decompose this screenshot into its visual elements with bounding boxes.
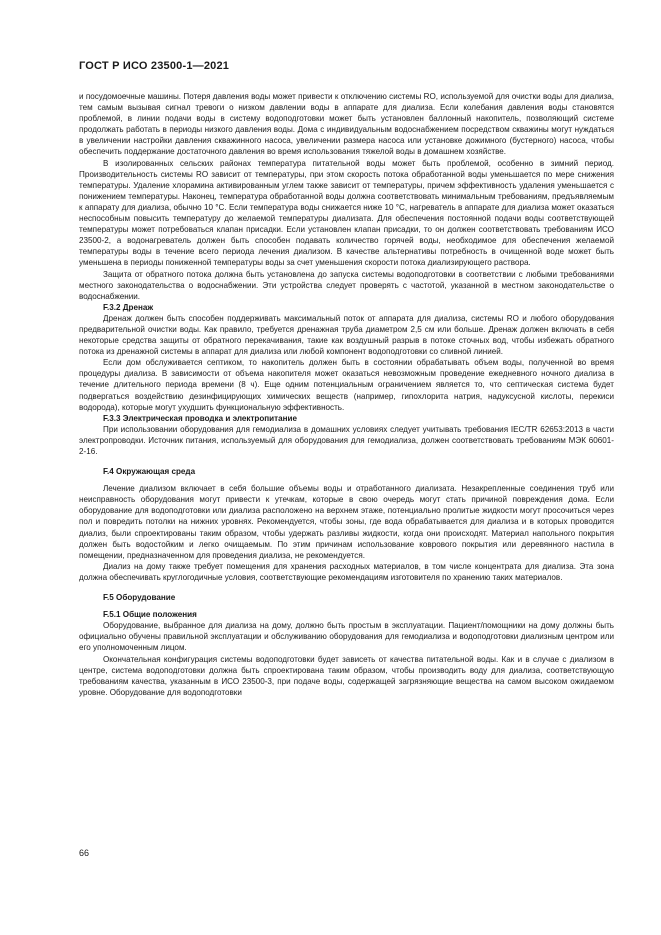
- paragraph: Окончательная конфигурация системы водоподготовки будет зависеть от качества питательной воды. Как и в случае с диализом в центре, система водоподготовки должна быть спроектирована таким образом, чтобы производить воду для диализа, соответствующую требованиям качества, указанным в ИСО 23500-3, при подаче воды, содержащей загрязняющие вещества на самом высоком ожидаемом уровне. Оборудование для водоподготовки: [79, 654, 614, 697]
- section-heading: F.3.3 Электрическая проводка и электропитание: [103, 413, 297, 423]
- section-heading: F.5.1 Общие положения: [103, 610, 197, 620]
- paragraph: Дренаж должен быть способен поддерживать максимальный поток от аппарата для диализа, системы RO и любого оборудования предварительной очистки воды. Как правило, требуется дренажная труба диаметром 2,5 см или больше. Дренаж должен включать в себя некоторые средства защиты от обратного перекачивания, такие как воздушный разрыв в потоке сточных вод, чтобы избежать обратного потока из дренажной системы в аппарат для диализа или любой компонент водоподготовки со сливной линией.: [79, 313, 614, 357]
- section-heading: F.4 Окружающая среда: [103, 467, 196, 477]
- paragraph: Диализ на дому также требует помещения для хранения расходных материалов, в том числе концентрата для диализа. Эта зона должна обеспечивать круглогодичные условия, соответствующие рекомендациям изготовителя по хранению таких материалов.: [79, 561, 614, 582]
- paragraph: Если дом обслуживается септиком, то накопитель должен быть в состоянии обрабатывать объем воды, полученной во время процедуры диализа. В зависимости от объема накопителя может оказаться невозможным проведение ежедневного ночного диализа в течение длительного периода времени (8 ч). Еще одним потенциальным ограничением является то, что септическая система будет подвергаться воздействию дезинфицирующих химических веществ (например, гипохлорита натрия, надуксусной кислоты, перекиси водорода), которые могут ухудшить функциональную эффективность.: [79, 358, 614, 412]
- paragraph: Лечение диализом включает в себя большие объемы воды и отработанного диализата. Незакрепленные соединения труб или неисправность оборудования могут привести к утечкам, которые в свою очередь могут стать причиной повреждения дома. Если оборудование для водоподготовки или диализа расположено на верхнем этаже, потенциально пролитые жидкости могут просочиться через пол и повредить потолки на нижних уровнях. Рекомендуется, чтобы зоны, где вода обрабатывается для диализа и в которых проводится диализ, были спроектированы таким образом, чтобы удержать разливы жидкости, когда они происходят. Материал напольного покрытия должен быть водостойким и легко очищаемым. По этим причинам использование коврового покрытия или деревянного настила в помещении, предназначенном для проведения диализа, не рекомендуется.: [79, 484, 614, 560]
- section-heading: F.3.2 Дренаж: [103, 302, 154, 312]
- paragraph: Защита от обратного потока должна быть установлена до запуска системы водоподготовки в соответствии с любыми требованиями местного законодательства о водоснабжении. Эти устройства следует проверять с частотой, указанной в местном законодательстве о водоснабжении.: [79, 269, 614, 301]
- page-header-title: ГОСТ Р ИСО 23500-1—2021: [79, 60, 230, 72]
- paragraph: При использовании оборудования для гемодиализа в домашних условиях следует учитывать требования IEC/TR 62653:2013 в части электропроводки. Источник питания, используемый для оборудования для гемодиализа, должен соответствовать требованиям МЭК 60601-2-16.: [79, 424, 614, 456]
- page-number: 66: [79, 848, 90, 858]
- paragraph: В изолированных сельских районах температура питательной воды может быть проблемой, особенно в зимний период. Производительность системы RO зависит от температуры, при этом скорость потока обработанной воды уменьшается по мере снижения температуры. Удаление хлорамина активированным углем также зависит от температуры, причем эффективность удаления уменьшается с понижением температуры. Наконец, температура обработанной воды должна соответствовать минимальным требованиям, предъявляемым к аппарату для диализа, обычно 10 °С. Если температура воды снижается ниже 10 °С, нагреватель в аппарате для диализа может оказаться неспособным повысить температуру до желаемой температуры диализата. Для обеспечения постоянной подачи воды соответствующей температуры может потребоваться клапан присадки. Если установлен клапан присадки, то он должен соответствовать требованиям ИСО 23500-2, а водонагреватель должен быть способен подавать количество горячей воды, необходимое для обеспечения желаемой температуры воды в течение всего периода лечения диализом. В качестве альтернативы потребность в очищенной воде может быть уменьшена в периоды пониженной температуры воды за счет уменьшения скорости потока диализирующего раствора.: [79, 158, 614, 268]
- paragraph: Оборудование, выбранное для диализа на дому, должно быть простым в эксплуатации. Пациент/помощники на дому должны быть официально обучены правильной эксплуатации и обслуживанию оборудования для гемодиализа и водоподготовки диализным центром или его уполномоченным лицом.: [79, 621, 614, 653]
- page-body: [79, 91, 614, 698]
- section-heading: F.5 Оборудование: [103, 593, 176, 603]
- paragraph: и посудомоечные машины. Потеря давления воды может привести к отключению системы RO, используемой для очистки воды для диализа, тем самым вызывая сигнал тревоги о низком давлении воды в аппарате для диализа. Если колебания давления воды становятся проблемой, в линии подачи воды в систему водоподготовки может быть установлен баллонный накопитель, позволяющий системе продолжать работать в периоды низкого давления воды. Дома с индивидуальным водоснабжением посредством скважины могут нуждаться в увеличении настройки давления скважинного насоса, увеличении размера насоса или установке дожимного (бустерного) насоса, чтобы обеспечить поддержание достаточного давления во время использования тяжелой воды в домашнем хозяйстве.: [79, 92, 614, 157]
